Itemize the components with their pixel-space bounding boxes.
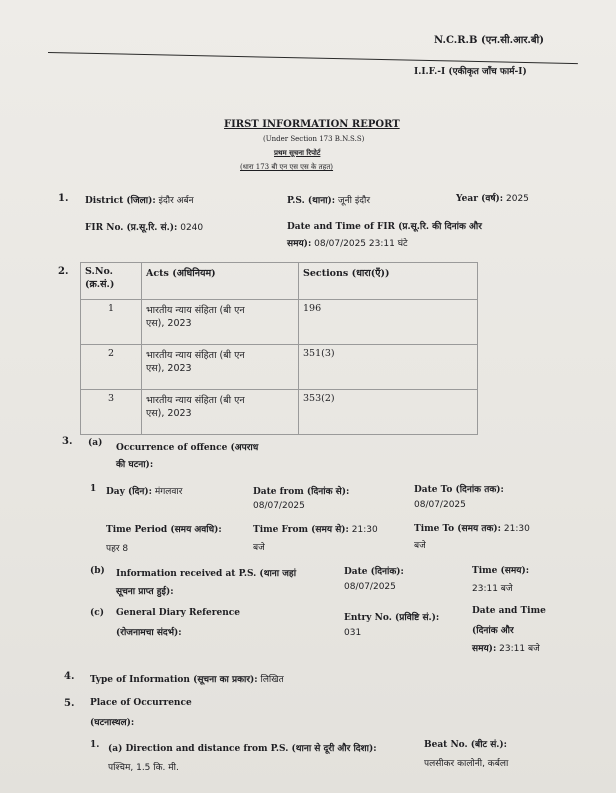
row-act [142, 390, 299, 435]
info-type-label: Type of Information (सूचना का प्रकार): [90, 675, 258, 685]
beat-label: Beat No. (बीट सं.): [424, 740, 507, 750]
time-period-value: पहर 8 [106, 544, 129, 554]
row-sno: 3 [81, 390, 142, 435]
sub-i-mark: 1 [90, 484, 97, 494]
time-from-value: 21:30 [351, 525, 378, 535]
info-date-label: Date (दिनांक): [344, 567, 404, 577]
sub-c-mark: (c) [90, 608, 104, 618]
district-field [85, 193, 194, 206]
diary-datetime-label-1: Date and Time [472, 606, 546, 616]
report-title-hindi: प्रथम सूचना रिपोर्ट [274, 148, 321, 157]
row-act [142, 300, 299, 345]
section-5-number: 5. [64, 698, 75, 709]
year-value: 2025 [506, 194, 529, 204]
row-section: 353(2) [299, 390, 478, 435]
fir-datetime-label-1: Date and Time of FIR (प्र.सू.रि. की दिनांक और [287, 222, 482, 232]
date-from-value: 08/07/2025 [253, 501, 305, 511]
sections-header: Sections (धारा(एँ)) [299, 263, 478, 300]
ps-field [287, 193, 370, 206]
time-period-label: Time Period (समय अवधि): [106, 525, 222, 535]
sub-a-mark: (a) [88, 438, 103, 448]
info-time-label: Time (समय): [472, 566, 530, 576]
iif-header: I.I.F.-I (एकीकृत जाँच फार्म-I) [414, 67, 527, 77]
ncrb-header: N.C.R.B (एन.सी.आर.बी) [434, 35, 544, 46]
header-divider [48, 52, 578, 64]
time-to-label: Time To (समय तक): [414, 524, 501, 534]
direction-label: (a) Direction and distance from P.S. (थाना से दूरी और दिशा): [108, 744, 377, 754]
year-field [456, 191, 529, 204]
table-row [81, 345, 478, 390]
direction-value: पश्चिम, 1.5 कि. मी. [108, 763, 179, 773]
acts-header: Acts (अधिनियम) [142, 263, 299, 300]
section-2-number: 2. [58, 266, 69, 277]
diary-datetime-label-2: (दिनांक और [472, 626, 514, 636]
section-3-number: 3. [62, 436, 73, 447]
time-from-unit: बजे [253, 543, 265, 553]
sno-header-en: S.No. [85, 266, 113, 277]
sub-b-mark: (b) [90, 566, 105, 576]
fir-datetime-label-2: समय): [287, 239, 312, 249]
report-title: FIRST INFORMATION REPORT [224, 119, 400, 130]
day-field [106, 484, 182, 497]
info-type-field [90, 672, 284, 685]
fir-datetime-field [287, 236, 408, 249]
district-label: District (जिला): [85, 196, 156, 206]
place-label-2: (घटनास्थल): [90, 718, 135, 728]
info-received-label-1: Information received at P.S. (थाना जहां [116, 569, 297, 579]
section-4-number: 4. [64, 671, 75, 682]
row-act-line-1: भारतीय न्याय संहिता (बी एन [146, 395, 245, 406]
place-label-1: Place of Occurrence [90, 698, 192, 708]
day-label: Day (दिन): [106, 487, 152, 497]
diary-datetime-label-3: समय): [472, 644, 497, 654]
info-received-label-2: सूचना प्राप्त हुई): [116, 587, 174, 597]
row-act-line-2: एस), 2023 [146, 363, 192, 374]
year-label: Year (वर्ष): [456, 194, 504, 204]
time-to-field [414, 521, 530, 534]
place-sub-mark: 1. [90, 740, 100, 750]
row-section: 351(3) [299, 345, 478, 390]
occurrence-label-2: की घटना): [116, 460, 154, 470]
time-from-label: Time From (समय से): [253, 525, 349, 535]
acts-table [80, 262, 478, 435]
report-subtitle: (Under Section 173 B.N.S.S) [263, 135, 365, 143]
row-section: 196 [299, 300, 478, 345]
info-time-value: 23:11 बजे [472, 584, 513, 594]
time-from-field [253, 522, 378, 535]
table-row [81, 390, 478, 435]
time-to-value: 21:30 [503, 524, 530, 534]
section-1-number: 1. [58, 193, 69, 204]
info-date-value: 08/07/2025 [344, 582, 396, 592]
date-to-label: Date To (दिनांक तक): [414, 485, 504, 495]
ps-label: P.S. (थाना): [287, 196, 336, 206]
row-act-line-2: एस), 2023 [146, 408, 192, 419]
occurrence-label-1: Occurrence of offence (अपराध [116, 443, 259, 453]
fir-value: 0240 [180, 223, 204, 233]
time-to-unit: बजे [414, 541, 426, 551]
table-header-row [81, 263, 478, 300]
diary-datetime-field [472, 641, 540, 654]
row-sno: 2 [81, 345, 142, 390]
row-act [142, 345, 299, 390]
fir-field [85, 220, 203, 233]
row-act-line-1: भारतीय न्याय संहिता (बी एन [146, 305, 245, 316]
entry-no-label: Entry No. (प्रविष्टि सं.): [344, 613, 440, 623]
diary-label-2: (रोजनामचा संदर्भ): [116, 628, 182, 638]
day-value: मंगलवार [154, 487, 183, 497]
diary-label-1: General Diary Reference [116, 608, 240, 618]
row-sno: 1 [81, 300, 142, 345]
district-value: इंदौर अर्बन [158, 196, 194, 206]
fir-label: FIR No. (प्र.सू.रि. सं.): [85, 223, 178, 233]
report-subtitle-hindi: (धारा 173 बी एन एस एस के तहत) [240, 163, 334, 171]
info-type-value: लिखित [260, 675, 284, 685]
sno-header-hi: (क्र.सं.) [85, 279, 115, 290]
table-row [81, 300, 478, 345]
row-act-line-2: एस), 2023 [146, 318, 192, 329]
beat-value: पलसीकर कालोनी, कर्बला [424, 759, 509, 769]
entry-no-value: 031 [344, 628, 362, 638]
date-from-label: Date from (दिनांक से): [253, 487, 350, 497]
sno-header [81, 263, 142, 300]
diary-datetime-value: 23:11 बजे [499, 644, 540, 654]
ps-value: जूनी इंदौर [337, 196, 371, 206]
date-to-value: 08/07/2025 [414, 500, 466, 510]
row-act-line-1: भारतीय न्याय संहिता (बी एन [146, 350, 245, 361]
fir-datetime-value: 08/07/2025 23:11 घंटे [314, 239, 408, 249]
